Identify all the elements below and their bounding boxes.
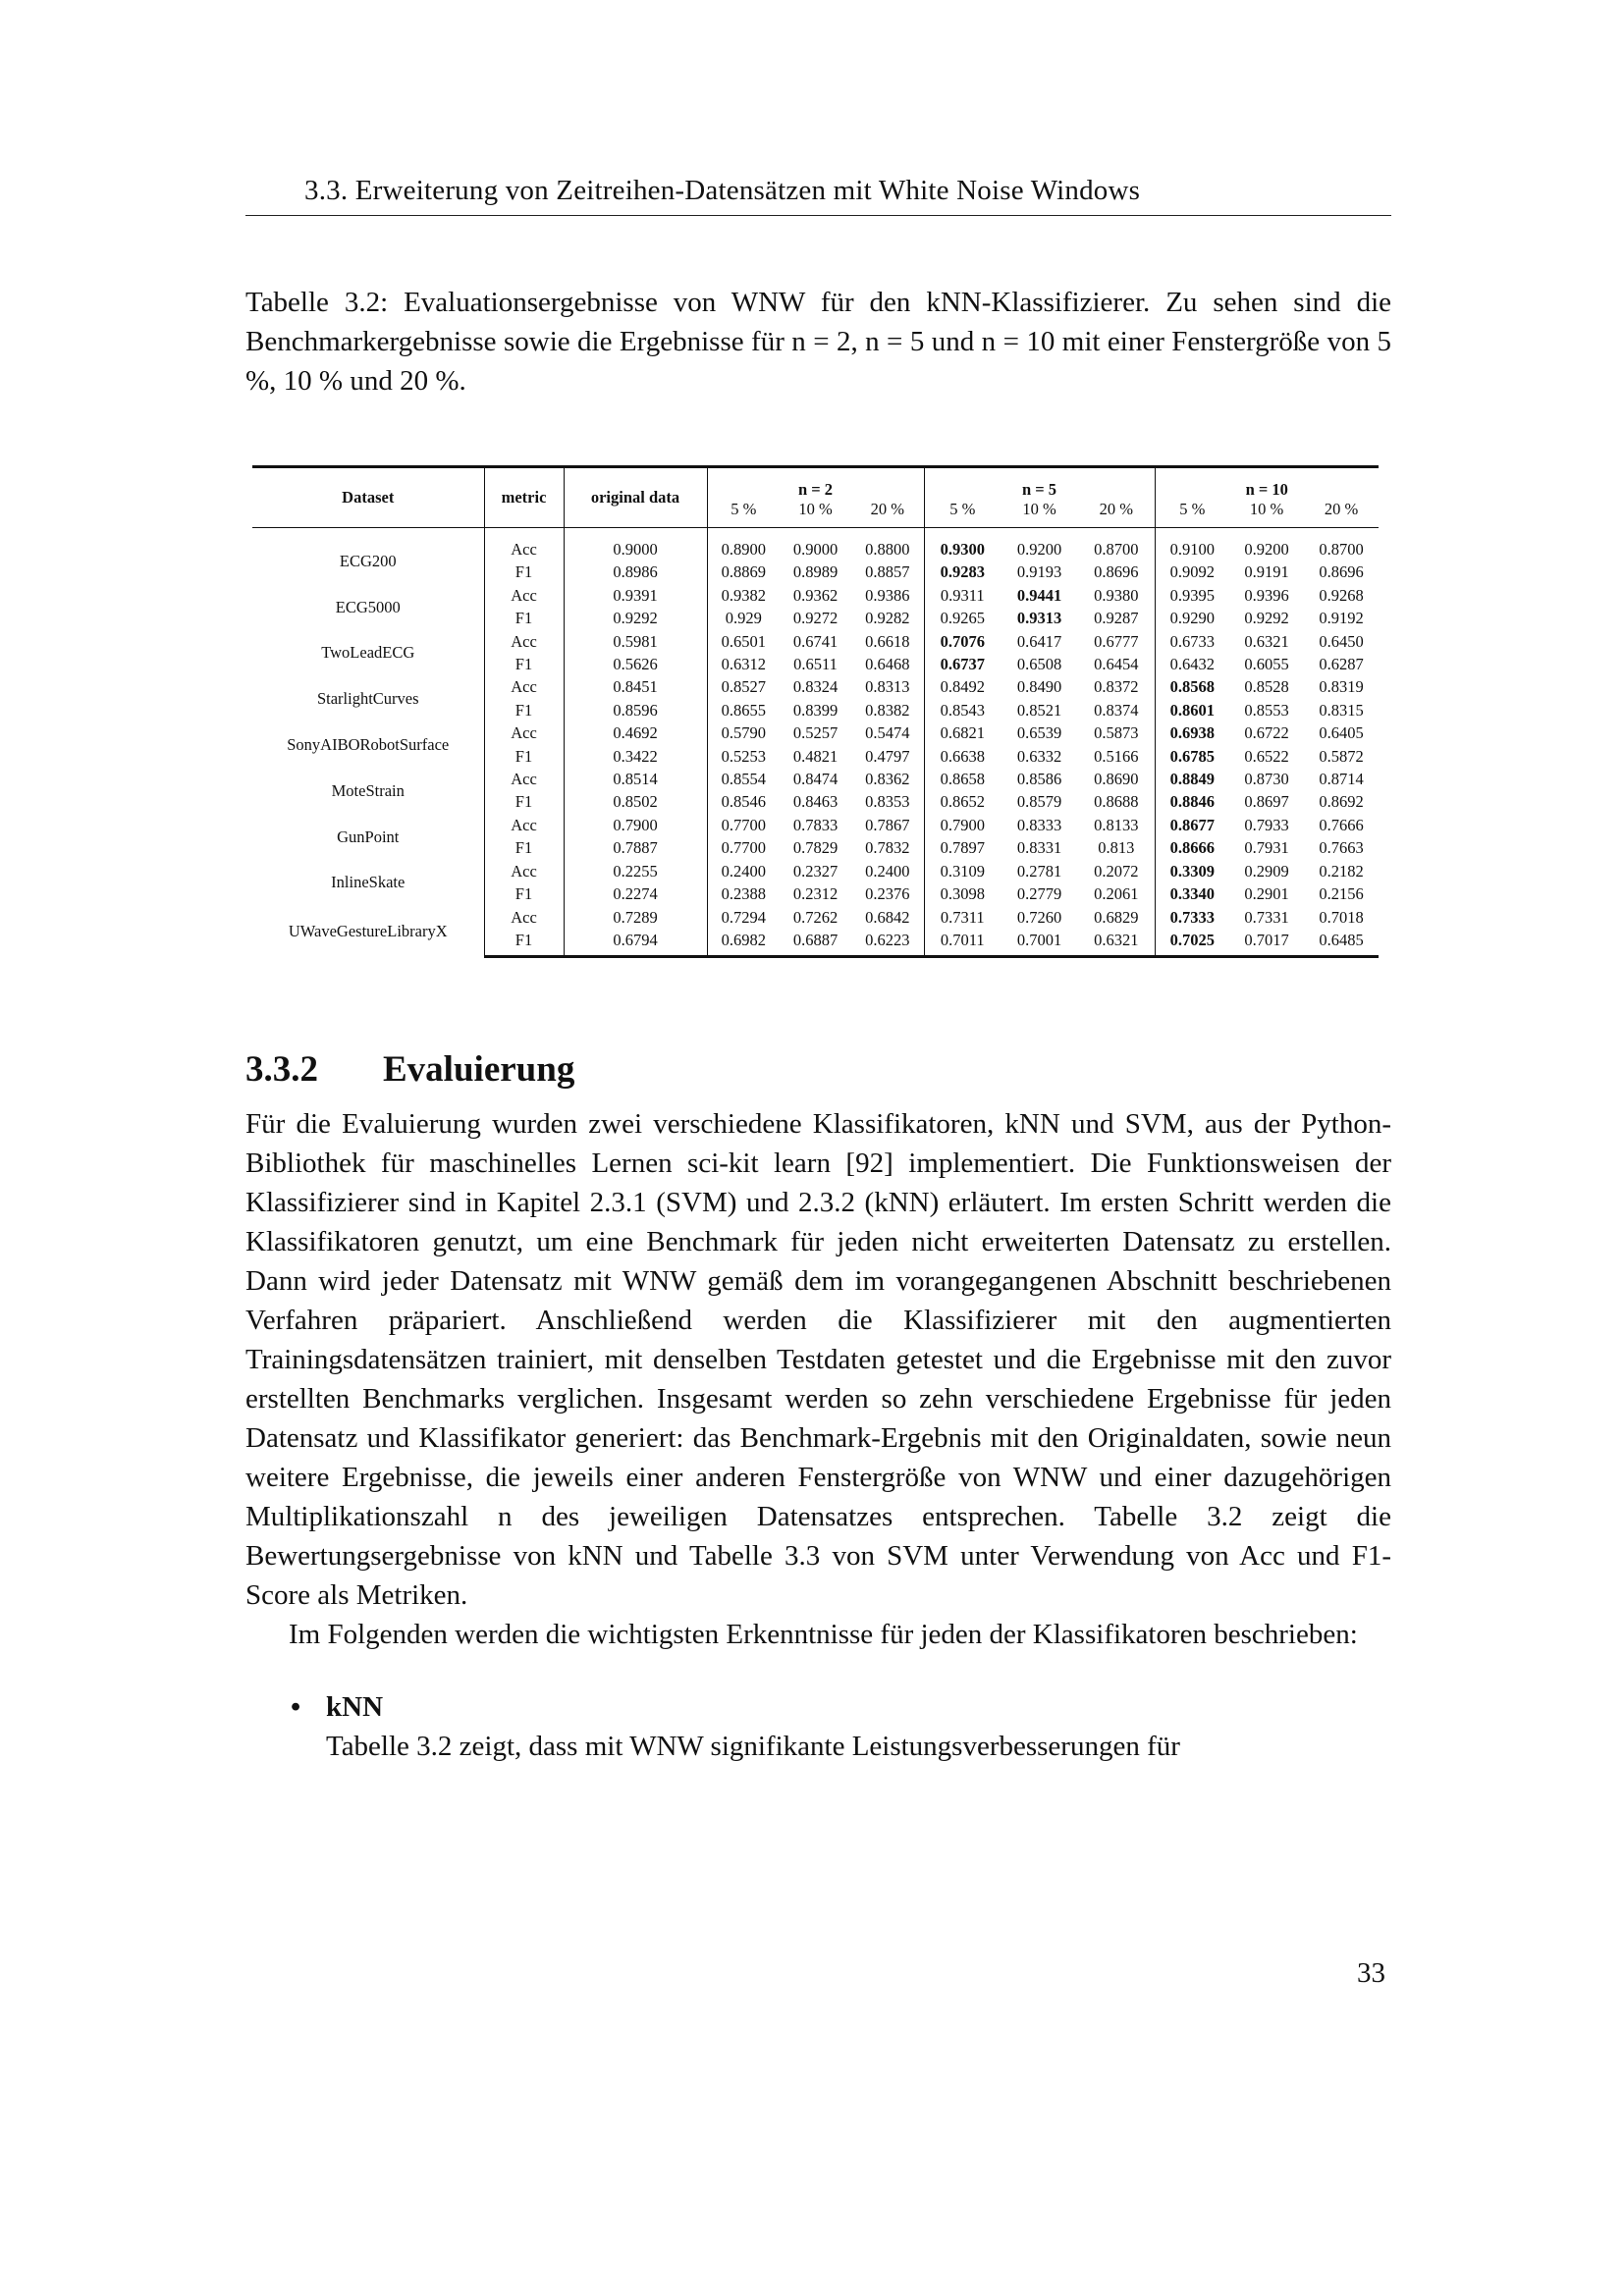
result-value: 0.9287	[1078, 607, 1155, 629]
metric-cell: F1	[484, 790, 564, 813]
result-value: 0.7663	[1319, 838, 1364, 858]
original-value: 0.8451	[564, 675, 707, 698]
table-row	[252, 584, 1379, 607]
result-value: 0.7331	[1244, 907, 1289, 927]
metric-cell: F1	[484, 561, 564, 583]
result-value: 0.6485	[1304, 929, 1379, 957]
result-value: 0.2779	[1016, 884, 1062, 904]
result-value: 0.7333	[1169, 907, 1215, 927]
metric-cell: Acc	[484, 906, 564, 929]
result-value: 0.6223	[851, 929, 924, 957]
result-value: 0.8319	[1319, 677, 1364, 697]
dataset-name: SonyAIBORobotSurface	[287, 734, 450, 754]
result-value: 0.8586	[1016, 770, 1062, 789]
dataset-name: MoteStrain	[331, 780, 405, 800]
dataset-name: GunPoint	[337, 827, 400, 846]
result-value: 0.6821	[940, 723, 985, 743]
result-value: 0.4821	[792, 746, 839, 766]
result-value: 0.6432	[1169, 655, 1215, 674]
result-value: 0.9386	[851, 584, 924, 607]
result-value: 0.8800	[851, 528, 924, 561]
header-window: 5 %	[1155, 500, 1229, 528]
original-value: 0.7289	[564, 906, 707, 929]
metric-cell: F1	[484, 882, 564, 905]
dataset-name: ECG5000	[335, 597, 401, 616]
result-value: 0.6737	[940, 655, 985, 674]
result-value: 0.6468	[851, 653, 924, 675]
result-value: 0.7017	[1229, 929, 1304, 957]
result-value: 0.2388	[721, 884, 766, 904]
result-value: 0.9200	[1244, 540, 1289, 559]
result-value: 0.6785	[1169, 746, 1215, 766]
header-group-n5: n = 5	[924, 467, 1155, 501]
metric-cell: Acc	[484, 721, 564, 744]
result-value: 0.8382	[851, 699, 924, 721]
results-table	[252, 465, 1379, 958]
result-value: 0.6511	[793, 655, 838, 674]
header-window: 10 %	[1001, 500, 1078, 528]
table-row	[252, 630, 1379, 653]
header-window: 5 %	[924, 500, 1001, 528]
table-row	[252, 906, 1379, 929]
result-value: 0.7260	[1016, 907, 1062, 927]
result-value: 0.8688	[1078, 790, 1155, 813]
result-value: 0.9192	[1319, 609, 1364, 628]
result-value: 0.7897	[940, 838, 985, 858]
result-value: 0.2182	[1319, 861, 1364, 881]
result-value: 0.9100	[1169, 540, 1215, 559]
result-value: 0.8362	[851, 768, 924, 790]
result-value: 0.2400	[851, 860, 924, 882]
original-value: 0.7900	[564, 814, 707, 836]
result-value: 0.8331	[1016, 838, 1062, 858]
result-value: 0.2072	[1078, 860, 1155, 882]
result-value: 0.7011	[924, 929, 1001, 957]
result-value: 0.6287	[1319, 655, 1364, 674]
original-value: 0.8596	[564, 699, 707, 721]
result-value: 0.9362	[792, 585, 839, 605]
header-window: 5 %	[707, 500, 780, 528]
result-value: 0.9441	[1016, 585, 1062, 605]
table-row	[252, 721, 1379, 744]
dataset-name: UWaveGestureLibraryX	[288, 921, 448, 940]
result-value: 0.8652	[940, 792, 985, 812]
bullet-item	[291, 1687, 1391, 1727]
section-heading	[245, 1048, 574, 1091]
dataset-name: StarlightCurves	[316, 689, 419, 709]
result-value: 0.9272	[792, 609, 839, 628]
dataset-name: InlineSkate	[331, 873, 406, 892]
result-value: 0.9265	[940, 609, 985, 628]
original-value: 0.7887	[564, 836, 707, 859]
result-value: 0.6501	[721, 631, 766, 651]
header-original: original data	[564, 467, 707, 528]
result-value: 0.7294	[721, 907, 766, 927]
paragraph: Für die Evaluierung wurden zwei verschiedene Klassifikatoren, kNN und SVM, aus der Python-Bibliothek für maschinelles Lernen sci-kit learn [92] implementiert. Die Funktionsweisen der Klassifizierer sind in Kapitel 2.3.1 (SVM) und 2.3.2 (kNN) erläutert. Im ersten Schritt werden die Klassifikatoren genutzt, um eine Benchmark für jeden nicht erweiterten Datensatz zu erstellen. Dann wird jeder Datensatz mit WNW gemäß dem im vorangegangenen Abschnitt beschriebenen Verfahren präpariert. Anschließend werden die Klassifizierer mit den augmentierten Trainingsdatensätzen trainiert, mit denselben Testdaten getestet und die Ergebnisse mit den zuvor erstellten Benchmarks verglichen. Insgesamt werden so zehn verschiedene Ergebnisse für jeden Datensatz und Klassifikator generiert: das Benchmark-Ergebnis mit den Originaldaten, sowie neun weitere Ergebnisse, die jeweils einer anderen Fenstergröße von WNW und einer dazugehörigen Multiplikationszahl n des jeweiligen Datensatzes entsprechen. Tabelle 3.2 zeigt die Bewertungsergebnisse von kNN und Tabelle 3.3 von SVM unter Verwendung von Acc und F1-Score als Metriken.	[245, 1108, 1391, 1611]
result-value: 0.4797	[851, 745, 924, 768]
header-rule	[245, 215, 1391, 216]
header-group-n10: n = 10	[1155, 467, 1379, 501]
result-value: 0.8700	[1319, 540, 1364, 559]
result-value: 0.5474	[851, 721, 924, 744]
result-value: 0.8324	[792, 677, 839, 697]
bullet-marker: •	[291, 1691, 301, 1723]
result-value: 0.6982	[707, 929, 780, 957]
table-row	[252, 860, 1379, 882]
table-row	[252, 675, 1379, 698]
metric-cell: F1	[484, 836, 564, 859]
result-value: 0.7867	[851, 814, 924, 836]
result-value: 0.9193	[1016, 562, 1062, 582]
metric-cell: Acc	[484, 860, 564, 882]
metric-cell: Acc	[484, 814, 564, 836]
header-window: 10 %	[1229, 500, 1304, 528]
result-value: 0.7076	[940, 631, 985, 651]
result-value: 0.3340	[1169, 884, 1215, 904]
bullet-title: kNN	[326, 1691, 384, 1723]
result-value: 0.8333	[1016, 815, 1062, 834]
body-text	[245, 1104, 1391, 1766]
result-value: 0.6887	[780, 929, 851, 957]
section-title: Evaluierung	[383, 1049, 575, 1090]
result-value: 0.7931	[1244, 838, 1289, 858]
result-value: 0.8554	[721, 770, 766, 789]
result-value: 0.8315	[1319, 700, 1364, 720]
original-value: 0.8986	[564, 561, 707, 583]
result-value: 0.8696	[1078, 561, 1155, 583]
result-value: 0.5873	[1078, 721, 1155, 744]
result-value: 0.6055	[1244, 655, 1289, 674]
running-header: 3.3. Erweiterung von Zeitreihen-Datensätzen mit White Noise Windows	[304, 175, 1141, 206]
result-value: 0.8869	[721, 562, 766, 582]
header-metric: metric	[484, 467, 564, 528]
result-value: 0.8900	[721, 540, 766, 559]
result-value: 0.5872	[1319, 746, 1364, 766]
result-value: 0.7833	[792, 815, 839, 834]
metric-cell: F1	[484, 653, 564, 675]
result-value: 0.8692	[1319, 792, 1364, 812]
result-value: 0.2061	[1078, 882, 1155, 905]
result-value: 0.2901	[1244, 884, 1289, 904]
bullet-text: Tabelle 3.2 zeigt, dass mit WNW signifikante Leistungsverbesserungen für	[326, 1731, 1180, 1762]
metric-cell: F1	[484, 699, 564, 721]
result-value: 0.3309	[1169, 861, 1215, 881]
result-value: 0.8546	[721, 792, 766, 812]
result-value: 0.9311	[940, 585, 985, 605]
table-row	[252, 528, 1379, 561]
table-row	[252, 814, 1379, 836]
result-value: 0.9380	[1078, 584, 1155, 607]
result-value: 0.6405	[1319, 723, 1364, 743]
result-value: 0.2156	[1319, 884, 1364, 904]
result-value: 0.8601	[1169, 700, 1215, 720]
original-value: 0.9391	[564, 584, 707, 607]
result-value: 0.8700	[1078, 528, 1155, 561]
result-value: 0.5253	[721, 746, 766, 766]
result-value: 0.7829	[792, 838, 839, 858]
result-value: 0.7900	[940, 815, 985, 834]
result-value: 0.8474	[792, 770, 839, 789]
result-value: 0.6312	[721, 655, 766, 674]
result-value: 0.7933	[1244, 815, 1289, 834]
result-value: 0.9191	[1244, 562, 1289, 582]
result-value: 0.6842	[851, 906, 924, 929]
original-value: 0.5981	[564, 630, 707, 653]
section-number: 3.3.2	[245, 1049, 318, 1090]
result-value: 0.8697	[1244, 792, 1289, 812]
header-window: 20 %	[1304, 500, 1379, 528]
result-value: 0.6777	[1078, 630, 1155, 653]
result-value: 0.2376	[851, 882, 924, 905]
result-value: 0.8553	[1244, 700, 1289, 720]
result-value: 0.6508	[1016, 655, 1062, 674]
result-value: 0.8690	[1078, 768, 1155, 790]
original-value: 0.8514	[564, 768, 707, 790]
metric-cell: Acc	[484, 675, 564, 698]
result-value: 0.8714	[1319, 770, 1364, 789]
result-value: 0.8543	[940, 700, 985, 720]
result-value: 0.8658	[940, 770, 985, 789]
original-value: 0.2274	[564, 882, 707, 905]
result-value: 0.8989	[792, 562, 839, 582]
original-value: 0.5626	[564, 653, 707, 675]
result-value: 0.9313	[1016, 609, 1062, 628]
result-value: 0.8133	[1078, 814, 1155, 836]
result-value: 0.9395	[1169, 585, 1215, 605]
result-value: 0.9200	[1016, 540, 1062, 559]
result-value: 0.6733	[1169, 631, 1215, 651]
result-value: 0.8849	[1169, 770, 1215, 789]
header-group-n2: n = 2	[707, 467, 924, 501]
result-value: 0.6450	[1319, 631, 1364, 651]
result-value: 0.2312	[792, 884, 839, 904]
original-value: 0.2255	[564, 860, 707, 882]
result-value: 0.7832	[851, 836, 924, 859]
metric-cell: F1	[484, 745, 564, 768]
result-value: 0.8527	[721, 677, 766, 697]
header-dataset: Dataset	[252, 467, 484, 528]
result-value: 0.813	[1078, 836, 1155, 859]
result-value: 0.929	[725, 609, 762, 628]
result-value: 0.8521	[1016, 700, 1062, 720]
result-value: 0.7025	[1155, 929, 1229, 957]
result-value: 0.8568	[1169, 677, 1215, 697]
result-value: 0.6938	[1169, 723, 1215, 743]
paragraph: Im Folgenden werden die wichtigsten Erkenntnisse für jeden der Klassifikatoren beschrieben:	[289, 1619, 1358, 1650]
result-value: 0.8579	[1016, 792, 1062, 812]
result-value: 0.7018	[1319, 907, 1364, 927]
result-value: 0.8463	[792, 792, 839, 812]
result-value: 0.7262	[792, 907, 839, 927]
result-value: 0.7001	[1001, 929, 1078, 957]
result-value: 0.7666	[1319, 815, 1364, 834]
table-row	[252, 768, 1379, 790]
result-value: 0.8846	[1169, 792, 1215, 812]
result-value: 0.9282	[851, 607, 924, 629]
result-value: 0.5166	[1078, 745, 1155, 768]
result-value: 0.8730	[1244, 770, 1289, 789]
result-value: 0.8374	[1078, 699, 1155, 721]
result-value: 0.8372	[1078, 675, 1155, 698]
header-window: 10 %	[780, 500, 851, 528]
page-number: 33	[1357, 1957, 1385, 1989]
table-caption: Tabelle 3.2: Evaluationsergebnisse von WNW für den kNN-Klassifizierer. Zu sehen sind die Benchmarkergebnisse sowie die Ergebnisse für n = 2, n = 5 und n = 10 mit einer Fenstergröße von 5 %, 10 % und 20 %.	[245, 287, 1391, 397]
result-value: 0.5257	[792, 723, 839, 743]
result-value: 0.9000	[792, 540, 839, 559]
result-value: 0.7700	[721, 838, 766, 858]
dataset-name: TwoLeadECG	[321, 643, 415, 663]
result-value: 0.6722	[1244, 723, 1289, 743]
header-window: 20 %	[851, 500, 924, 528]
original-value: 0.6794	[564, 929, 707, 957]
result-value: 0.6741	[792, 631, 839, 651]
result-value: 0.8313	[851, 675, 924, 698]
result-value: 0.5790	[721, 723, 766, 743]
metric-cell: Acc	[484, 768, 564, 790]
dataset-name: ECG200	[339, 551, 397, 570]
result-value: 0.9092	[1169, 562, 1215, 582]
header-window: 20 %	[1078, 500, 1155, 528]
result-value: 0.6522	[1244, 746, 1289, 766]
result-value: 0.8696	[1319, 562, 1364, 582]
result-value: 0.8666	[1169, 838, 1215, 858]
result-value: 0.6332	[1016, 746, 1062, 766]
result-value: 0.8490	[1016, 677, 1062, 697]
result-value: 0.7700	[721, 815, 766, 834]
result-value: 0.2909	[1244, 861, 1289, 881]
result-value: 0.8492	[940, 677, 985, 697]
metric-cell: Acc	[484, 584, 564, 607]
original-value: 0.9000	[564, 528, 707, 561]
result-value: 0.8857	[851, 561, 924, 583]
result-value: 0.8353	[851, 790, 924, 813]
metric-cell: F1	[484, 607, 564, 629]
metric-cell: Acc	[484, 630, 564, 653]
result-value: 0.8399	[792, 700, 839, 720]
result-value: 0.9292	[1244, 609, 1289, 628]
metric-cell: F1	[484, 929, 564, 957]
result-value: 0.2400	[721, 861, 766, 881]
original-value: 0.9292	[564, 607, 707, 629]
result-value: 0.9290	[1169, 609, 1215, 628]
result-value: 0.6321	[1078, 929, 1155, 957]
result-value: 0.6638	[940, 746, 985, 766]
result-value: 0.8655	[721, 700, 766, 720]
result-value: 0.9396	[1244, 585, 1289, 605]
result-value: 0.9268	[1319, 585, 1364, 605]
result-value: 0.6829	[1078, 906, 1155, 929]
result-value: 0.6321	[1244, 631, 1289, 651]
result-value: 0.8528	[1244, 677, 1289, 697]
original-value: 0.8502	[564, 790, 707, 813]
result-value: 0.8677	[1169, 815, 1215, 834]
result-value: 0.2781	[1016, 861, 1062, 881]
result-value: 0.9300	[940, 540, 985, 559]
result-value: 0.9283	[940, 562, 985, 582]
result-value: 0.6618	[851, 630, 924, 653]
result-value: 0.3109	[940, 861, 985, 881]
result-value: 0.6539	[1016, 723, 1062, 743]
result-value: 0.6454	[1078, 653, 1155, 675]
original-value: 0.3422	[564, 745, 707, 768]
result-value: 0.2327	[792, 861, 839, 881]
result-value: 0.7311	[940, 907, 985, 927]
original-value: 0.4692	[564, 721, 707, 744]
metric-cell: Acc	[484, 528, 564, 561]
result-value: 0.9382	[721, 585, 766, 605]
result-value: 0.3098	[940, 884, 985, 904]
result-value: 0.6417	[1016, 631, 1062, 651]
